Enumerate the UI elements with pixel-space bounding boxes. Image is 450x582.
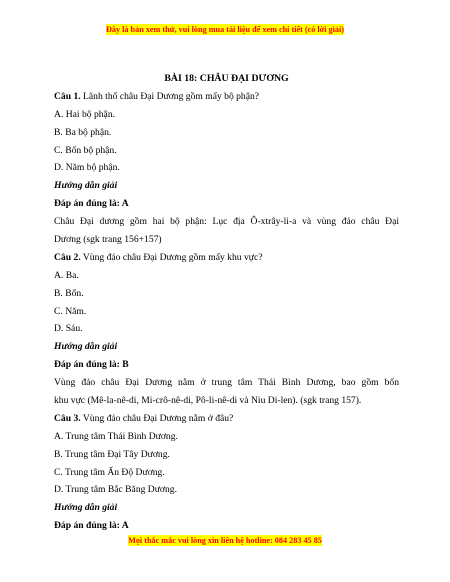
question-text: Vùng đảo châu Đại Dương nằm ở đâu? [80, 412, 234, 424]
question-number: Câu 3. [54, 412, 81, 424]
guide-heading: Hướng dẫn giải [54, 502, 118, 514]
explanation-line: Dương (sgk trang 156+157) [54, 234, 162, 246]
explanation-line: Châu Đại dương gồm hai bộ phận: Lục địa Ô-xtrây-li-a và vùng đảo châu Đại [54, 216, 399, 228]
guide-heading: Hướng dẫn giải [54, 180, 118, 192]
option-c: C. Trung tâm Ấn Độ Dương. [54, 466, 165, 478]
answer-line: Đáp án đúng là: B [54, 359, 129, 371]
lesson-title: BÀI 18: CHÂU ĐẠI DƯƠNG [164, 73, 289, 84]
preview-notice-banner [0, 25, 450, 34]
option-a: A. Hai bộ phận. [54, 108, 116, 120]
question-number: Câu 2. [54, 251, 81, 263]
option-a: A. Ba. [54, 269, 79, 281]
option-b: B. Bốn. [54, 287, 84, 299]
option-d: D. Sáu. [54, 323, 83, 335]
guide-heading: Hướng dẫn giải [54, 341, 118, 353]
document-body [54, 70, 399, 535]
preview-notice-text: Đây là bản xem thử, vui lòng mua tài liệu để xem chi tiết (có lời giải) [105, 25, 344, 34]
question-2 [54, 249, 399, 267]
option-b: B. Trung tâm Đại Tây Dương. [54, 448, 170, 460]
option-c: C. Năm. [54, 305, 87, 317]
hotline-banner [0, 536, 450, 545]
option-b: B. Ba bộ phận. [54, 126, 112, 138]
hotline-text: Mọi thắc mắc vui lòng xin liên hệ hotline: 084 283 45 85 [128, 536, 322, 545]
answer-line: Đáp án đúng là: A [54, 198, 129, 210]
question-text: Vùng đảo châu Đại Dương gồm mấy khu vực? [80, 251, 263, 263]
option-d: D. Trung tâm Bắc Băng Dương. [54, 484, 177, 496]
question-3 [54, 410, 399, 428]
option-c: C. Bốn bộ phận. [54, 144, 117, 156]
explanation-line: khu vực (Mê-la-nê-di, Mi-crô-nê-di, Pô-li-nê-di và Niu Di-len). (sgk trang 157). [54, 395, 362, 407]
answer-line: Đáp án đúng là: A [54, 520, 129, 532]
question-1 [54, 88, 399, 106]
question-text: Lãnh thổ châu Đại Dương gồm mấy bộ phận? [80, 90, 260, 102]
option-a: A. Trung tâm Thái Bình Dương. [54, 430, 178, 442]
question-number: Câu 1. [54, 90, 81, 102]
option-d: D. Năm bộ phận. [54, 162, 120, 174]
explanation-line: Vùng đảo châu Đại Dương nằm ở trung tâm Thái Bình Dương, bao gồm bốn [54, 377, 399, 389]
